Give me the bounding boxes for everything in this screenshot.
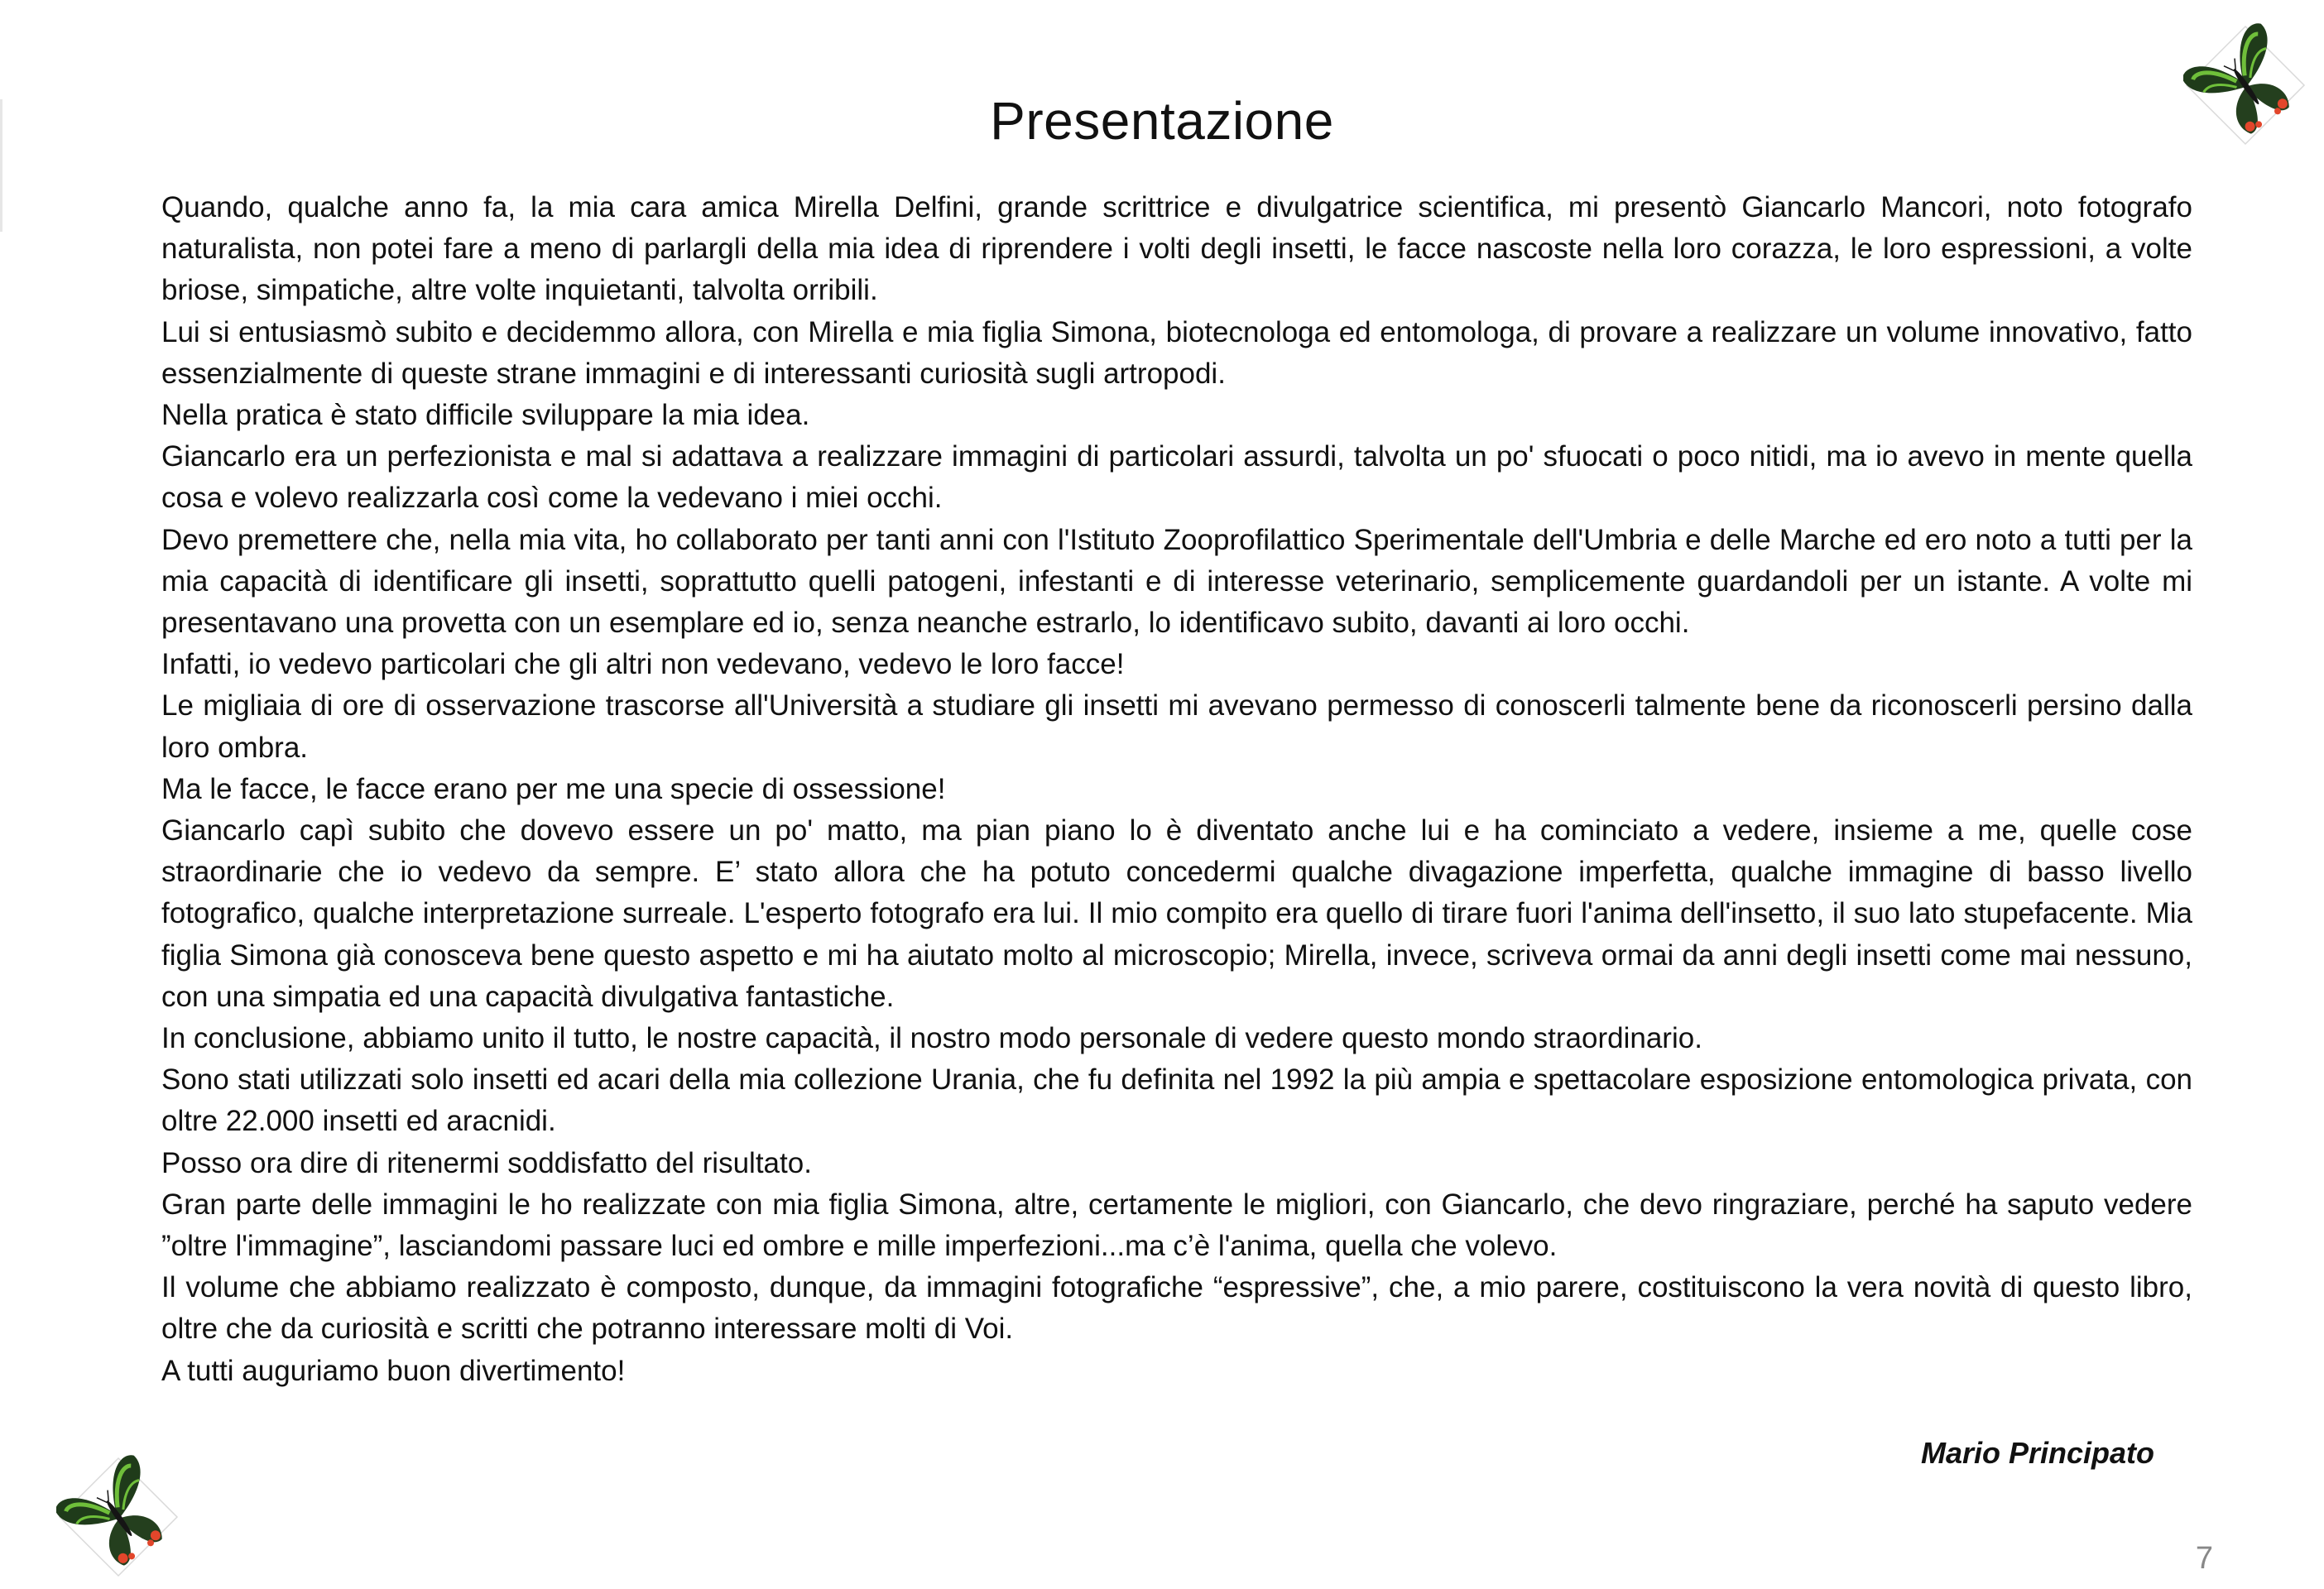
paragraph: Devo premettere che, nella mia vita, ho collaborato per tanti anni con l'Istituto Zooprofilattico Sperimentale dell'Umbria e delle Marche ed ero noto a tutti per la mia capacità di identificare gli insetti, soprattutto quelli patogeni, infestanti e di interesse veterinario, semplicemente guardandoli per un istante. A volte mi presentavano una provetta con un esemplare ed io, senza neanche estrarlo, lo identificavo subito, davanti ai loro occhi. — [161, 523, 2192, 640]
signature: Mario Principato — [1920, 1436, 2154, 1470]
paragraph: Lui si entusiasmò subito e decidemmo allora, con Mirella e mia figlia Simona, biotecnologa ed entomologa, di provare a realizzare un volume innovativo, fatto essenzialmente di queste strane immagini e di interessanti curiosità sugli artropodi. — [161, 315, 2192, 390]
paragraph: Il volume che abbiamo realizzato è composto, dunque, da immagini fotografiche “espressive”, che, a mio parere, costituiscono la vera novità di questo libro, oltre che da curiosità e scritti che potranno interessare molti di Voi. — [161, 1271, 2192, 1346]
body-text — [161, 187, 2192, 1392]
paragraph: Gran parte delle immagini le ho realizzate con mia figlia Simona, altre, certamente le migliori, con Giancarlo, che devo ringraziare, perché ha saputo vedere ”oltre l'immagine”, lasciandomi passare luci ed ombre e mille imperfezioni...ma c’è l'anima, quella che volevo. — [161, 1188, 2192, 1263]
paragraph: Le migliaia di ore di osservazione trascorse all'Università a studiare gli insetti mi avevano permesso di conoscerli talmente bene da riconoscerli persino dalla loro ombra. — [161, 689, 2192, 764]
paragraph: Nella pratica è stato difficile sviluppare la mia idea. — [161, 399, 810, 432]
paragraph: Giancarlo capì subito che dovevo essere un po' matto, ma pian piano lo è diventato anche lui e ha cominciato a vedere, insieme a me, quelle cose straordinarie che io vedevo da sempre. E’ stato allora che ha potuto concedermi qualche divagazione imperfetta, qualche immagine di basso livello fotografico, qualche interpretazione surreale. L'esperto fotografo era lui. Il mio compito era quello di tirare fuori l'anima dell'insetto, il suo lato stupefacente. Mia figlia Simona già conosceva bene questo aspetto e mi ha aiutato molto al microscopio; Mirella, invece, scriveva ormai da anni degli insetti come mai nessuno, con una simpatia ed una capacità divulgativa fantastiche. — [161, 814, 2192, 1013]
paragraph: In conclusione, abbiamo unito il tutto, le nostre capacità, il nostro modo personale di vedere questo mondo straordinario. — [161, 1022, 1702, 1055]
paragraph: A tutti auguriamo buon divertimento! — [161, 1354, 626, 1387]
paragraph: Posso ora dire di ritenermi soddisfatto del risultato. — [161, 1146, 812, 1179]
page-number: 7 — [2195, 1541, 2213, 1576]
paragraph: Giancarlo era un perfezionista e mal si adattava a realizzare immagini di particolari assurdi, talvolta un po' sfuocati o poco nitidi, ma io avevo in mente quella cosa e volevo realizzarla così come la vedevano i miei occhi. — [161, 440, 2192, 515]
paragraph: Sono stati utilizzati solo insetti ed acari della mia collezione Urania, che fu definita nel 1992 la più ampia e spettacolare esposizione entomologica privata, con oltre 22.000 insetti ed aracnidi. — [161, 1063, 2192, 1138]
paragraph: Quando, qualche anno fa, la mia cara amica Mirella Delfini, grande scrittrice e divulgatrice scientifica, mi presentò Giancarlo Mancori, noto fotografo naturalista, non potei fare a meno di parlargli della mia idea di riprendere i volti degli insetti, le facce nascoste nella loro corazza, le loro espressioni, a volte briose, simpatiche, altre volte inquietanti, talvolta orribili. — [161, 191, 2192, 307]
page-title: Presentazione — [990, 91, 1334, 151]
paragraph: Infatti, io vedevo particolari che gli altri non vedevano, vedevo le loro facce! — [161, 648, 1125, 681]
butterfly-icon — [56, 1455, 180, 1579]
paragraph: Ma le facce, le facce erano per me una specie di ossessione! — [161, 772, 946, 805]
